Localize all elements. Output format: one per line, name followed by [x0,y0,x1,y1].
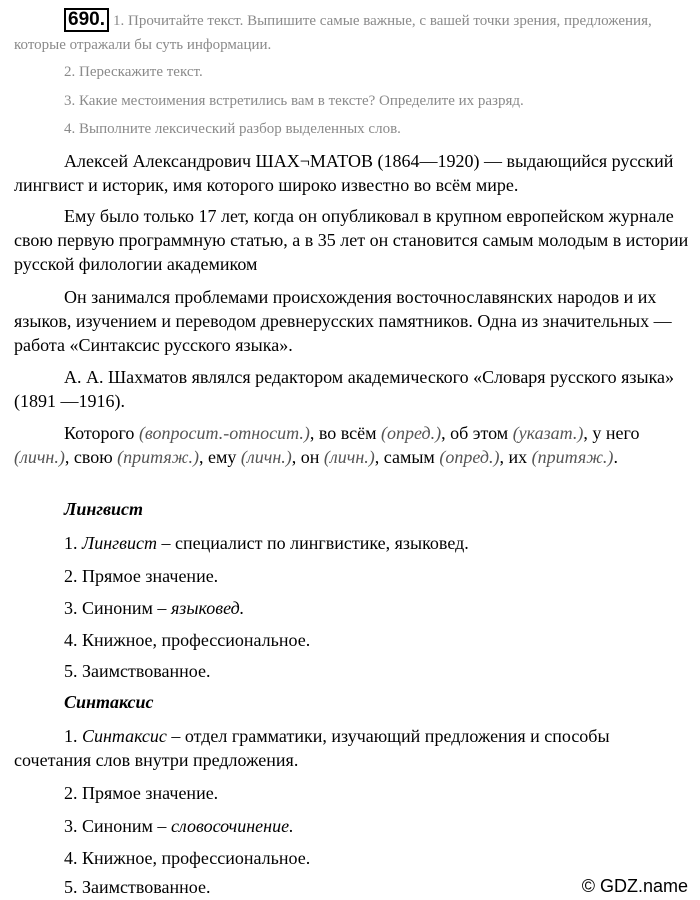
synonym-label: 3. Синоним – [64,598,171,618]
copyright: © GDZ.name [581,876,688,896]
pronoun-type: (личн.) [323,447,375,467]
paragraph-1: Алексей Александрович ШАХ¬МАТОВ (1864—1920) — выдающийся русский лингвист и историк, имя которого широко известно во всём мире. [14,151,674,195]
definition: – отдел грамматики, изучающий предложения и способы сочетания слов внутри предложения. [14,726,610,770]
word2-heading: Синтаксис [64,692,154,712]
pronoun: их [508,447,528,467]
word1-item-2: 2. Прямое значение. [64,566,219,586]
task-1 [14,8,690,57]
term: Синтаксис [82,726,167,746]
synonym: языковед. [170,598,245,618]
pronoun: Которого [64,423,135,443]
word1-item-5: 5. Заимствованное. [64,661,211,681]
word2-item-4: 4. Книжное, профессиональное. [64,848,311,868]
word1-item-3 [14,596,690,620]
pronoun: об этом [450,423,509,443]
pronoun-type: (указат.) [512,423,584,443]
task-text: 1. Прочитайте текст. Выпишите самые важные, с вашей точки зрения, предложения, которые отражали бы суть информации. [14,13,652,53]
paragraph-2: Ему было только 17 лет, когда он опубликовал в крупном европейском журнале свою первую программную статью, а в 35 лет он становится самым молодым в истории русской филологии академиком [14,206,689,274]
synonym-label: 3. Синоним – [64,816,171,836]
word2-item-5: 5. Заимствованное. [64,877,211,897]
word1-item-4: 4. Книжное, профессиональное. [64,630,311,650]
word2-item-1: 1. Синтаксис – отдел грамматики, изучающий предложения и способы сочетания слов внутри предложения. [14,726,610,770]
task-2: 2. Перескажите текст. [64,64,203,80]
pronoun: во всём [318,423,377,443]
pronoun: свою [73,447,113,467]
pronoun-type: (притяж.) [531,447,614,467]
synonym: словосочинение. [170,816,294,836]
pronoun: ему [208,447,237,467]
pronoun-type: (опред.) [439,447,500,467]
paragraph-3: Он занимался проблемами происхождения восточнославянских народов и их языков, изучением и переводом древнерусских памятников. Одна из значительных — работа «Синтаксис русского языка». [14,287,672,355]
pronoun-type: (вопросит.-относит.) [138,423,310,443]
word1-heading: Лингвист [64,499,144,519]
pronoun-type: (опред.) [380,423,442,443]
definition: – специалист по лингвистике, языковед. [156,533,469,553]
pronoun: самым [383,447,435,467]
task-3: 3. Какие местоимения встретились вам в тексте? Определите их разряд. [64,93,524,109]
word1-item-1: 1. Лингвист – специалист по лингвистике, языковед. [64,533,469,553]
word2-item-3 [14,814,690,838]
pronoun-type: (притяж.) [117,447,199,467]
pronoun: у него [592,423,640,443]
pronoun-type: (личн.) [240,447,292,467]
task-4: 4. Выполните лексический разбор выделенных слов. [64,121,401,137]
pronoun-list: Которого (вопросит.-относит.), во всём (опред.), об этом (указат.), у него (личн.), свою (притяж.), ему (личн.), он (личн.), самым (опред.), их (притяж.). [14,423,640,467]
term: Лингвист [82,533,157,553]
exercise-number: 690. [64,8,109,32]
word2-item-2: 2. Прямое значение. [64,783,219,803]
pronoun-type: (личн.) [14,447,65,467]
pronoun: он [300,447,320,467]
paragraph-4: А. А. Шахматов являлся редактором академического «Словаря русского языка» (1891 —1916). [14,367,675,411]
